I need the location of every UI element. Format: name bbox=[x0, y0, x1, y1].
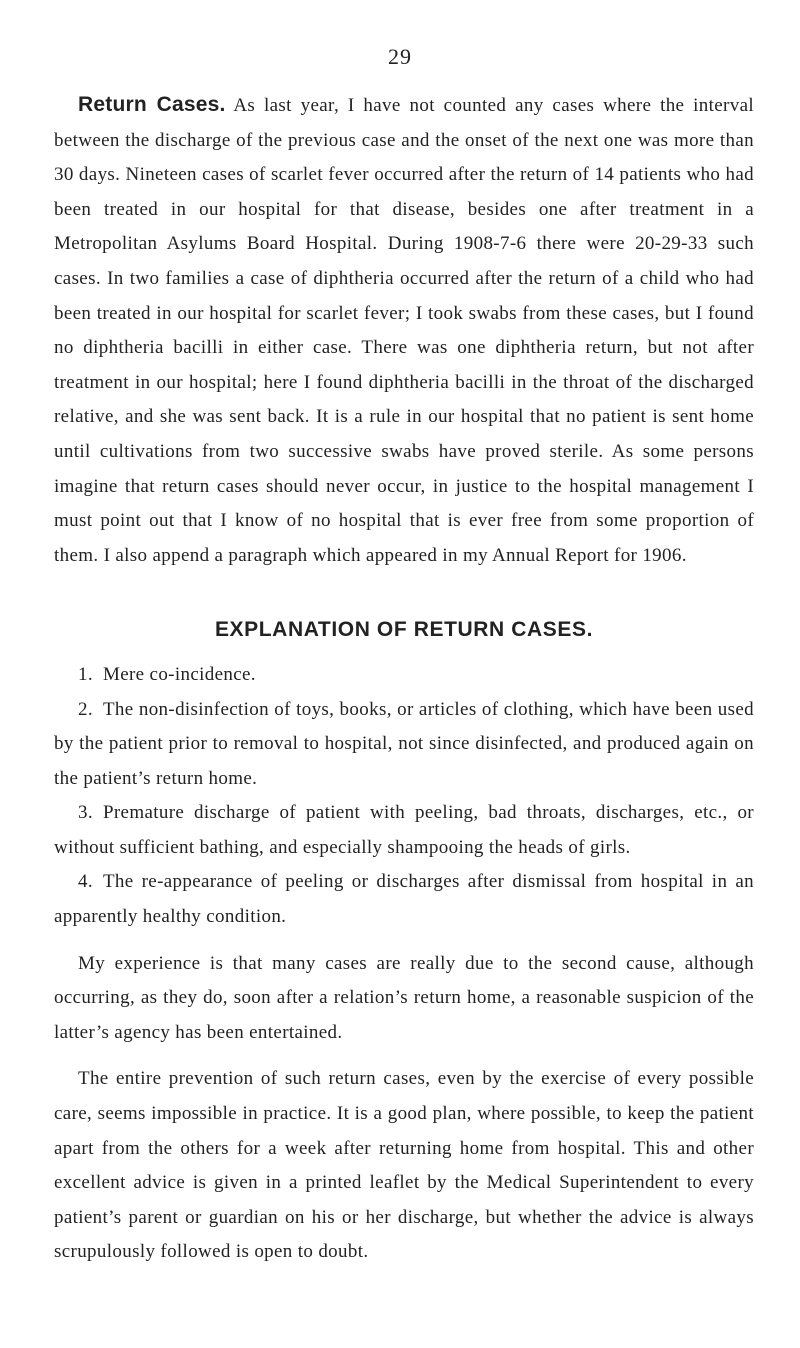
return-cases-heading: Return Cases. bbox=[78, 93, 226, 116]
explanation-item-text: Premature discharge of patient with peeling, bad throats, discharges, etc., or without sufficient bathing, and especially shampooing the heads of girls. bbox=[54, 802, 754, 858]
return-cases-text: As last year, I have not counted any cases where the interval between the discharge of the previous case and the onset of the next one was more than 30 days. Nineteen cases of scarlet fever occurred after the return of 14 patients who had been treated in our hospital for that disease, besides one after treatment in a Metropolitan Asylums Board Hospital. During 1908-7-6 there were 20-29-33 such cases. In two families a case of diphtheria occurred after the return of a child who had been treated in our hospital for scarlet fever; I took swabs from these cases, but I found no diphtheria bacilli in either case. There was one diphtheria return, but not after treatment in our hospital; here I found diphtheria bacilli in the throat of the discharged relative, and she was sent back. It is a rule in our hospital that no patient is sent home until cultivations from two successive swabs have proved sterile. As some persons imagine that return cases should never occur, in justice to the hospital management I must point out that I know of no hospital that is ever free from some proportion of them. I also append a paragraph which appeared in my Annual Report for 1906. bbox=[54, 95, 755, 566]
experience-paragraph: My experience is that many cases are really due to the second cause, although occurring, as they do, soon after a relation’s return home, a reasonable suspicion of the latter’s agency has been entertained. bbox=[54, 952, 754, 1043]
explanation-item-text: Mere co-incidence. bbox=[102, 663, 256, 685]
explanation-item-number: 1. bbox=[78, 663, 93, 685]
return-cases-paragraph bbox=[54, 88, 754, 573]
explanation-item-number: 4. bbox=[78, 871, 93, 893]
explanation-item-number: 2. bbox=[78, 698, 93, 720]
explanation-item-text: The re-appearance of peeling or discharges after dismissal from hospital in an apparently healthy condition. bbox=[54, 871, 754, 928]
page-number: 29 bbox=[388, 44, 412, 69]
document-body bbox=[54, 88, 754, 1270]
explanation-item-2 bbox=[54, 693, 754, 797]
explanation-item-text: The non-disinfection of toys, books, or articles of clothing, which have been used by the patient prior to removal to hospital, not since disinfected, and produced again on the patient’s return home. bbox=[54, 698, 754, 789]
explanation-item-number: 3. bbox=[78, 802, 93, 824]
explanation-heading: EXPLANATION OF RETURN CASES. bbox=[214, 618, 594, 642]
explanation-item-4 bbox=[54, 865, 754, 934]
prevention-paragraph: The entire prevention of such return cases, even by the exercise of every possible care, seems impossible in practice. It is a good plan, where possible, to keep the patient apart from the others for a week after returning home from hospital. This and other excellent advice is given in a printed leaflet by the Medical Superintendent to every patient’s parent or guardian on his or her discharge, but whether the advice is always scrupulously followed is open to doubt. bbox=[54, 1068, 754, 1263]
explanation-item-3 bbox=[54, 796, 754, 865]
explanation-item-1 bbox=[54, 658, 754, 693]
